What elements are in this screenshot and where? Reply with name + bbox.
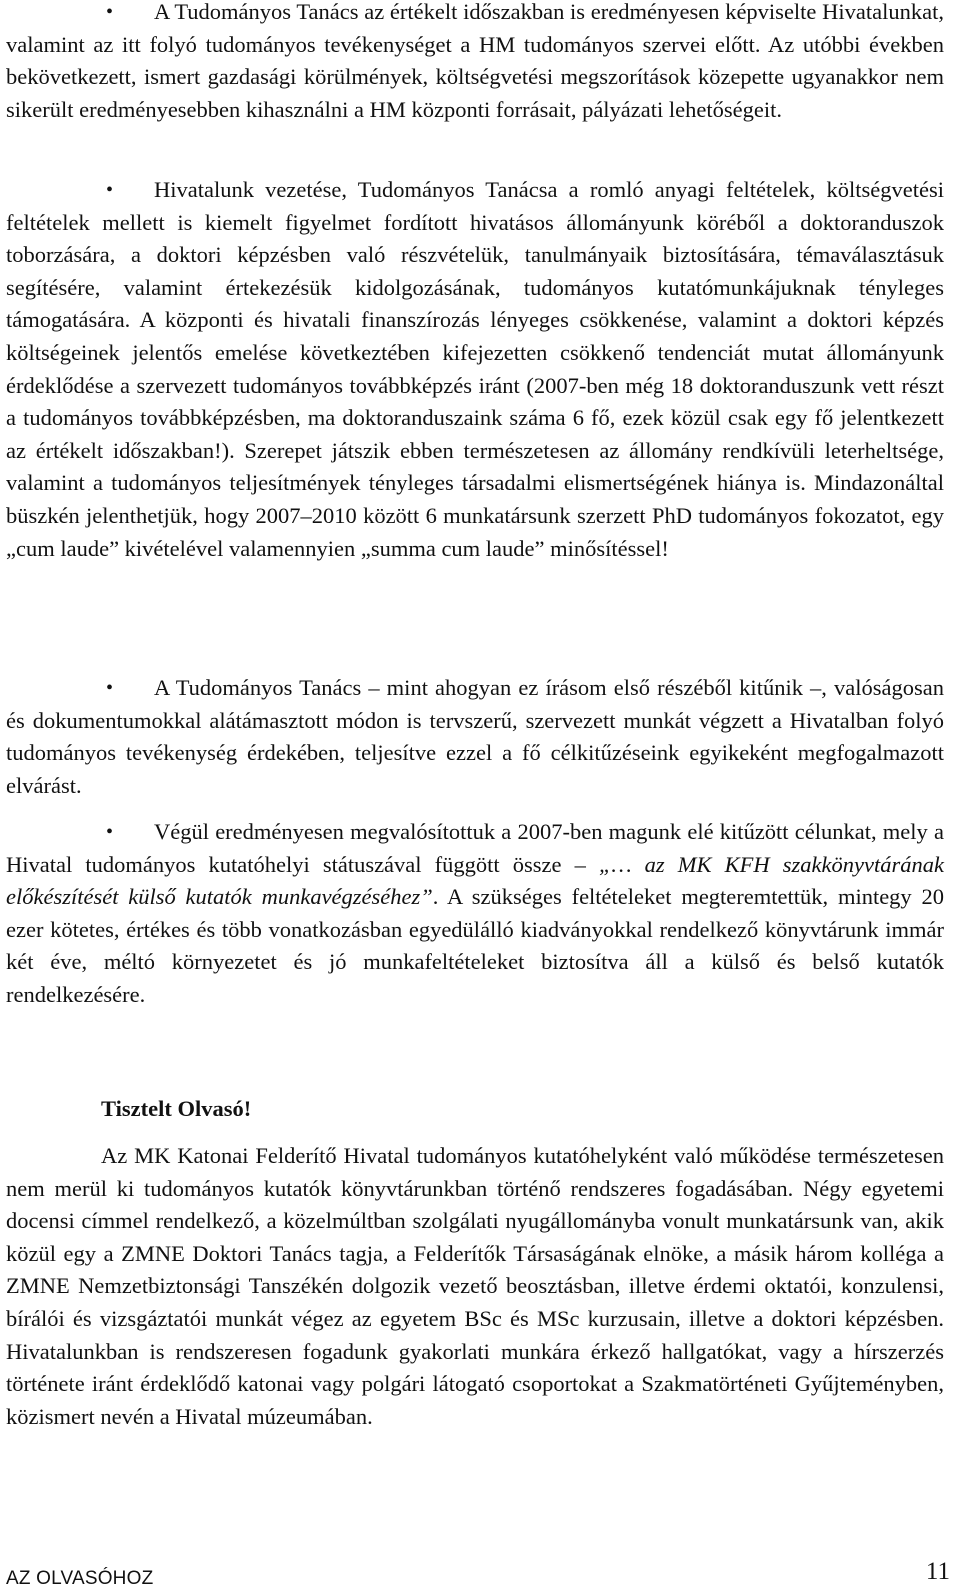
paragraph-text: A Tudományos Tanács – mint ahogyan ez írásom első részéből kitűnik –, valóságosan és dokumentumokkal alátámasztott módon is tervszerű, szervezett munkát végzett a Hivatalban folyó tudományos tevékenység érdekében, teljesítve ezzel a fő célkitűzéseink egyikeként megfogalmazott elvárást. [6,675,944,798]
bullet-icon: • [106,1,114,23]
bullet-icon: • [106,677,114,699]
footer-section-title: AZ OLVASÓHOZ [6,1568,154,1589]
paragraph-text-after-quote: . A szükséges feltételeket megteremtettük, mintegy 20 ezer kötetes, értékes és több vonatkozásban egyedülálló kiadványokkal rendelkező könyvtárunk immár két éve, méltó környezetet és jó munkafeltételeket biztosítva áll a külső és belső kutatók rendelkezésére. [6,884,944,1007]
bullet-icon: • [106,179,114,201]
bullet-paragraph-library [6,816,944,1012]
bullet-paragraph-council-work [6,672,944,802]
paragraph-text-before-quote: Végül eredményesen megvalósítottuk a 2007-ben magunk elé kitűzött célunkat, mely a Hivatal tudományos kutatóhelyi státuszával függött össze – [6,819,944,877]
quoted-goal: „… az MK KFH szakkönyvtárának előkészítését külső kutatók munkavégzéséhez” [6,851,944,910]
page-number: 11 [925,1558,950,1585]
bullet-paragraph-scientific-council-representation [6,0,944,126]
paragraph-text: Hivatalunk vezetése, Tudományos Tanácsa a romló anyagi feltételek, költségvetési feltételek mellett is kiemelt figyelmet fordított hivatásos állományunk köréből a doktoranduszok toborzására, a doktori képzésben való részvételük, tanulmányaik biztosítására, témaválasztásuk segítésére, valamint értekezésük kidolgozásának, tudományos kutatómunkájuknak tényleges támogatására. A központi és hivatali finanszírozás lényeges csökkenése, valamint a doktori képzés költségeinek jelentős emelése következtében kifejezetten csökkenő tendenciát mutat állományunk érdeklődése a szervezett tudományos továbbképzés iránt (2007-ben még 18 doktoranduszunk vett részt a tudományos továbbképzésben, ma doktoranduszaink száma 6 fő, ezek közül csak egy fő jelentkezett az értékelt időszakban!). Szerepet játszik ebben természetesen az állomány rendkívüli leterheltsége, valamint a tudományos teljesítmények tényleges társadalmi elismertségének hiánya is. Mindazonáltal büszkén jelenthetjük, hogy 2007–2010 között 6 munkatársunk szerzett PhD tudományos fokozatot, egy „cum laude” kivételével valamennyien „summa cum laude” minősítéssel! [6,177,944,561]
closing-paragraph: Az MK Katonai Felderítő Hivatal tudományos kutatóhelyként való működése természetesen nem merül ki tudományos kutatók könyvtárunkban történő rendszeres fogadásában. Négy egyetemi docensi címmel rendelkező, a közelmúltban szolgálati nyugállományba vonult munkatársunk van, akik közül egy a ZMNE Doktori Tanács tagja, a Felderítők Társaságának elnöke, a másik három kolléga a ZMNE Nemzetbiztonsági Tanszékén dolgozik vezető beosztásban, illetve érdemi oktatói, konzulensi, bírálói és vizsgáztatói munkát végez az egyetem BSc és MSc kurzusain, illetve a doktori képzésben. Hivatalunkban is rendszeresen fogadunk gyakorlati munkára érkező hallgatókat, vagy a hírszerzés története iránt érdeklődő katonai vagy polgári látogató csoportokat a Szakmatörténeti Gyűjteményben, közismert nevén a Hivatal múzeumában. [6,1143,944,1429]
page-footer [0,1552,960,1589]
paragraph-text: A Tudományos Tanács az értékelt időszakban is eredményesen képviselte Hivatalunkat, valamint az itt folyó tudományos tevékenységet a HM tudományos szervei előtt. Az utóbbi években bekövetkezett, ismert gazdasági körülmények, költségvetési megszorítások közepette ugyanakkor nem sikerült eredményesebben kihasználni a HM központi forrásait, pályázati lehetőségeit. [6,0,944,122]
bullet-icon: • [106,821,114,843]
salutation-heading: Tisztelt Olvasó! [101,1096,252,1121]
bullet-paragraph-doctoral-training [6,174,944,565]
